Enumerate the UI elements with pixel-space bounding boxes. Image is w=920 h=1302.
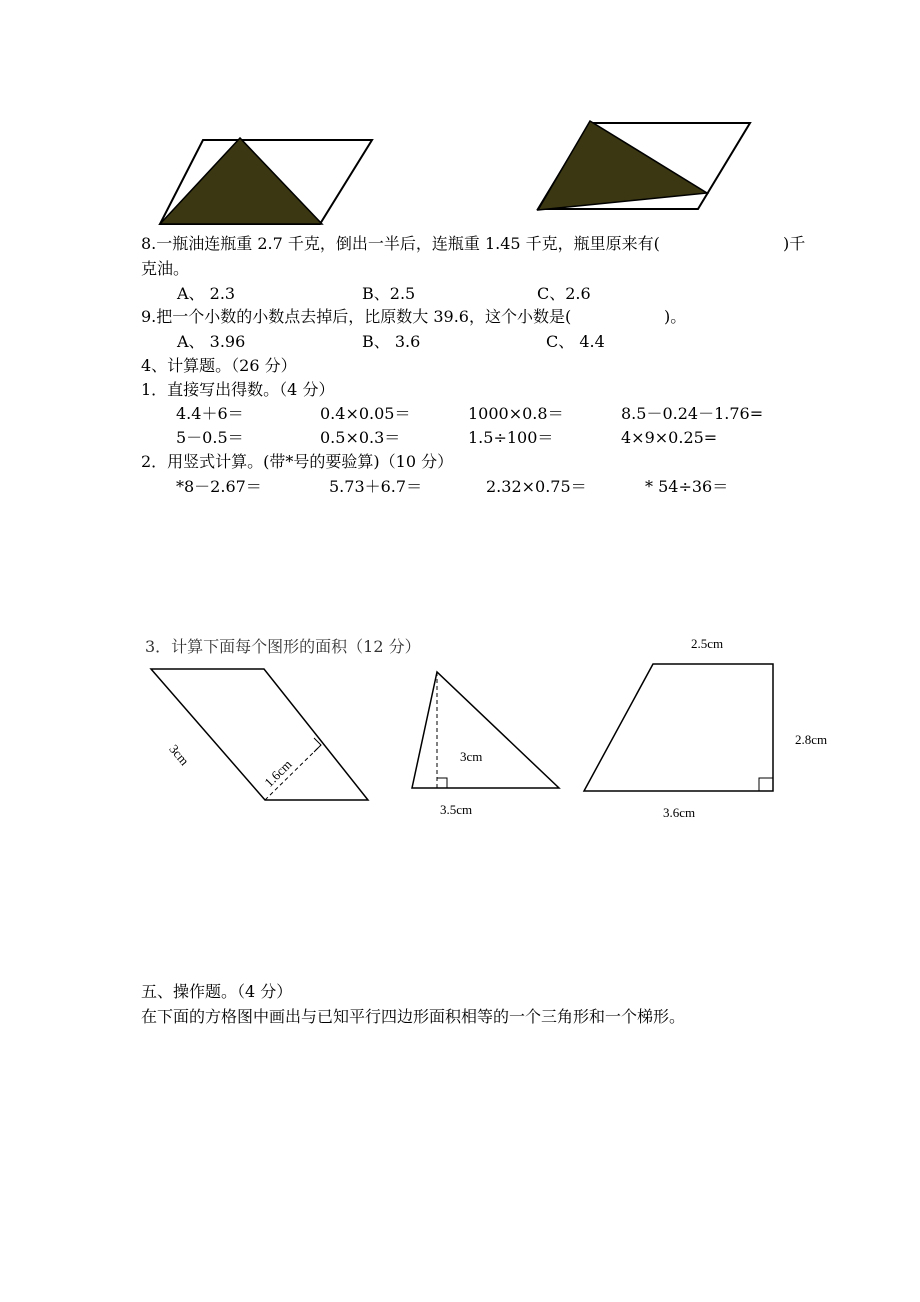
parallelogram-height-label: 1.6cm xyxy=(261,756,295,790)
q9-text-end: )。 xyxy=(664,307,687,326)
calc-1-2: 0.4×0.05＝ xyxy=(320,404,411,423)
q8-option-c: C、2.6 xyxy=(537,284,591,303)
vertical-calc-1: *8－2.67＝ xyxy=(176,477,262,496)
area-trapezoid-right-angle xyxy=(759,778,773,791)
q8-line1-end: )千 xyxy=(783,234,806,253)
q8-option-b: B、2.5 xyxy=(362,284,416,303)
q9-option-c: C、 4.4 xyxy=(546,332,605,351)
area-triangle-right-angle xyxy=(437,778,447,788)
area-parallelogram-outline xyxy=(151,669,368,800)
trapezoid-height-label: 2.8cm xyxy=(795,732,828,747)
vertical-calc-2: 5.73＋6.7＝ xyxy=(329,477,423,496)
part3-title: 3．计算下面每个图形的面积（12 分） xyxy=(145,637,421,656)
area-triangle-outline xyxy=(412,672,559,788)
calc-1-4: 8.5－0.24－1.76= xyxy=(621,404,764,423)
area-trapezoid xyxy=(584,664,773,791)
q9-option-b: B、 3.6 xyxy=(362,332,421,351)
area-triangle xyxy=(412,672,559,788)
section5-title: 五、操作题。（4 分） xyxy=(141,982,293,1001)
section4-title: 4、计算题。（26 分） xyxy=(141,356,297,375)
calc-2-4: 4×9×0.25= xyxy=(621,428,718,447)
q8-line2: 克油。 xyxy=(141,259,190,278)
area-trapezoid-outline xyxy=(584,664,773,791)
trapezoid-top-label: 2.5cm xyxy=(691,636,724,651)
calc-1-1: 4.4＋6＝ xyxy=(176,404,244,423)
vertical-calc-4: * 54÷36＝ xyxy=(645,477,729,496)
q9-text: 9.把一个小数的小数点去掉后，比原数大 39.6，这个小数是( xyxy=(141,307,572,326)
part2-title: 2．用竖式计算。(带*号的要验算)（10 分） xyxy=(141,452,454,471)
calc-2-3: 1.5÷100＝ xyxy=(468,428,554,447)
q8-line1: 8.一瓶油连瓶重 2.7 千克，倒出一半后，连瓶重 1.45 千克，瓶里原来有( xyxy=(141,234,660,253)
calc-2-1: 5－0.5＝ xyxy=(176,428,244,447)
part1-title: 1．直接写出得数。（4 分） xyxy=(141,380,335,399)
triangle-base-label: 3.5cm xyxy=(440,802,473,817)
calc-2-2: 0.5×0.3＝ xyxy=(320,428,401,447)
calc-1-3: 1000×0.8＝ xyxy=(468,404,564,423)
q8-option-a: A、 2.3 xyxy=(177,284,236,303)
vertical-calc-3: 2.32×0.75＝ xyxy=(486,477,587,496)
triangle-height-label: 3cm xyxy=(460,749,483,764)
q9-option-a: A、 3.96 xyxy=(177,332,246,351)
section5-instruction: 在下面的方格图中画出与已知平行四边形面积相等的一个三角形和一个梯形。 xyxy=(141,1007,686,1026)
parallelogram-side-label: 3cm xyxy=(166,741,193,769)
trapezoid-bottom-label: 3.6cm xyxy=(663,805,696,820)
area-parallelogram xyxy=(151,669,368,800)
